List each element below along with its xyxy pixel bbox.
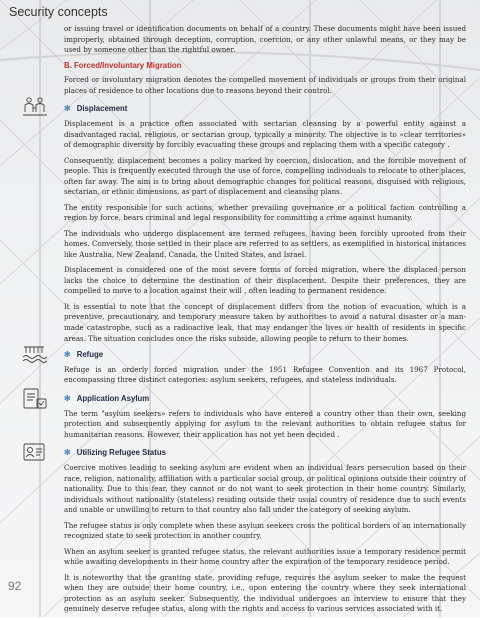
content-column — [64, 24, 466, 620]
displacement-section — [64, 104, 466, 344]
wave-refuge-icon — [22, 344, 48, 366]
utilizing-refugee-status-heading-text: Utilizing Refugee Status — [76, 448, 166, 458]
displacement-heading-text: Displacement — [76, 104, 128, 114]
page-header-title: Security concepts — [9, 5, 108, 19]
star-bullet-icon: ✻ — [64, 104, 71, 114]
refuge-heading — [64, 350, 466, 361]
refuge-heading-text: Refuge — [76, 350, 104, 360]
refuge-section — [64, 350, 466, 386]
utilizing-refugee-status-paragraph: When an asylum seeker is granted refugee status, the relevant authorities issue a temporary residence permit while awaiting developments in their home country after the expiration of the temporary residence period. — [64, 546, 466, 567]
displacement-paragraph: Displacement is a practice often associated with sectarian cleansing by a powerful entity against a disadvantaged racial, religious, or sectarian group, typically a minority. The objective is to «clear territories» of demographic diversity by forcibly evacuating these groups and replacing them with a specific category . — [64, 118, 466, 150]
displacement-heading — [64, 104, 466, 115]
displacement-paragraph: Displacement is considered one of the most severe forms of forced migration, where the displaced person lacks the choice to determine the destination of their displacement. Despite their preferences, they are compelled to move to a location against their will , often leading to permanent residence. — [64, 265, 466, 296]
application-asylum-heading-text: Application Asylum — [76, 394, 150, 403]
displacement-paragraph: The individuals who undergo displacement are termed refugees, having been forcibly uprooted from their homes. Conversely, those settled in their place are referred to as settlers, as exemplified in historical instances like Australia, New Zealand, Canada, the United States, and Israel. — [64, 228, 466, 259]
id-card-status-icon — [22, 442, 48, 464]
displacement-paragraph: Consequently, displacement becomes a policy marked by coercion, dislocation, and the forcible movement of people. This is frequently executed through the use of force, compelling individuals to relocate to other places, often far away. The aim is to bring about demographic changes for political reasons, disguised with religious, sectarian, or ethnic dimensions, as part of displacement and cleansing plans. — [64, 155, 466, 197]
application-asylum-paragraph: The term "asylum seekers» refers to individuals who have entered a country other than their own, seeking protection and subsequently applying for asylum to the relevant authorities to obtain refugee status for humanitarian reasons. However, their application has not yet been decided . — [64, 408, 466, 439]
document-application-icon — [22, 388, 48, 410]
star-bullet-icon: ✻ — [64, 448, 71, 458]
application-asylum-section — [64, 394, 466, 440]
refuge-paragraph: Refuge is an orderly forced migration under the 1951 Refugee Convention and its 1967 Protocol, encompassing three distinct categories: asylum seekers, refugees, and stateless individuals. — [64, 364, 466, 385]
page-number: 92 — [8, 579, 22, 593]
intro-paragraph: or issuing travel or identification documents on behalf of a country. These documents might have been issued improperly, obtained through deception, corruption, coercion, or any other unlawful means, or they may be used by someone other than the rightful owner. — [64, 24, 466, 55]
application-asylum-heading — [64, 394, 466, 405]
section-b-heading: B. Forced/Involuntary Migration — [64, 60, 182, 70]
star-bullet-icon: ✻ — [64, 350, 71, 360]
utilizing-refugee-status-heading — [64, 448, 466, 459]
star-bullet-icon: ✻ — [64, 394, 71, 403]
utilizing-refugee-status-section — [64, 448, 466, 615]
displacement-paragraph: It is essential to note that the concept of displacement differs from the notion of evacuation, which is a preventive, precautionary, and temporary measure taken by authorities to avoid a natural disaster or a man-made catastrophe, such as a radioactive leak, that may endanger the lives or health of residents in specific areas. The situation concludes once the risks subside, allowing people to return to their homes. — [64, 301, 466, 343]
utilizing-refugee-status-paragraph: Coercive motives leading to seeking asylum are evident when an individual fears persecution based on their race, religion, nationality, affiliation with a particular social group, or political opinions outside their country of nationality. Due to this fear, they cannot or do not want to seek protection in their home country. Similarly, individuals without nationality (stateless) residing outside their usual country of residence due to such events and unable or unwilling to return to that country also fall under the category of seeking asylum. — [64, 462, 466, 515]
displacement-paragraph: The entity responsible for such actions, whether prevailing governance or a political faction controlling a region by force, bears criminal and legal responsibility for committing a crime against humanity. — [64, 202, 466, 223]
people-displacement-icon — [22, 96, 48, 118]
section-b-paragraph: Forced or involuntary migration denotes the compelled movement of individuals or groups from their original places of residence to other locations due to reasons beyond their control. — [64, 75, 466, 95]
utilizing-refugee-status-paragraph: It is noteworthy that the granting state, providing refuge, requires the asylum seeker to make the request when they are outside their home country, i.e., upon entering the country where they seek international protection as an asylum seeker. Subsequently, the individual undergoes an interview to ensure that they genuinely deserve refugee status, along with the rights and access to various services associated with it. — [64, 572, 466, 614]
utilizing-refugee-status-paragraph: The refugee status is only complete when these asylum seekers cross the political borders of an internationally recognized state to seek protection in another country. — [64, 520, 466, 541]
